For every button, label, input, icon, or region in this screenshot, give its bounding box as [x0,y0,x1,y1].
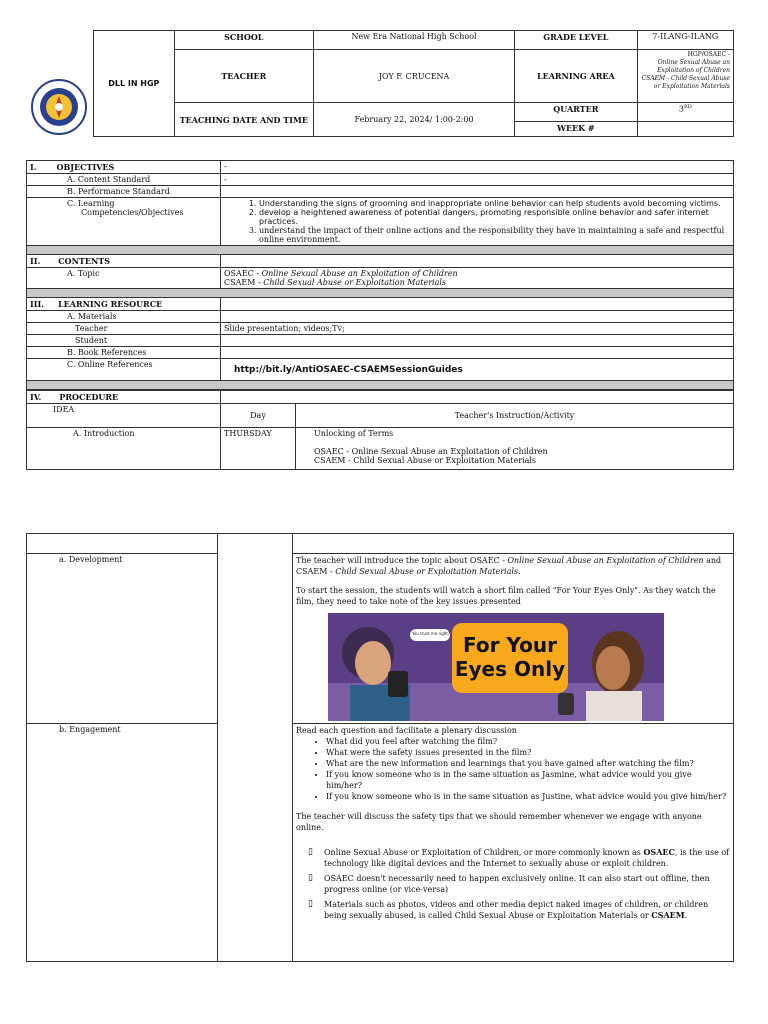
engagement-content: Read each question and facilitate a plenary discussion • What did you feel after watching the film? • What were the safety issues presented in the film? • What are the new information and learnings that you have gained after watching the film? • If you know someone who is in the same situation as Jasmine, what advice would you give him/her? • If you know someone who is in the same situation as Justine, what advice would you give him/her? The teacher will discuss the safety tips that we should remember whenever we engage with anyone online. ▯ Online Sexual Abuse or Exploitation of Children, or more commonly known as OSAEC, is the use of technology like digital devices and the Internet to sexually abuse or exploit children. ▯ OSAEC doesn't necessarily need to happen exclusively online. It can also start out offline, then progress online (or vice-versa) ▯ Materials such as photos, videos and other media depict naked images of children, or children being sexually abused, is called Child Sexual Abuse or Exploitation Materials or CSAEM. [293,724,734,962]
content-standard-value: - [221,174,734,186]
teacher-material-value: Slide presentation; videos;Tv; [221,323,734,335]
objectives-heading: I. OBJECTIVES [27,161,221,174]
resources-heading: III. LEARNING RESOURCE [27,298,221,311]
resources-value [221,298,734,311]
grade-value: 7-ILANG-ILANG [637,31,733,50]
header-table [93,30,734,137]
area-label: LEARNING AREA [515,50,638,103]
film-bubble: You trust me right? [412,631,450,636]
question-item: • If you know someone who is in the same situation as Justine, what advice would you give him/her? [326,791,730,802]
engagement-label: b. Engagement [27,724,218,962]
book-references-label: B. Book References [27,347,221,359]
idea-label: IDEA [27,404,221,428]
school-value: New Era National High School [313,31,514,50]
blank-cell [27,534,218,554]
area-value: HGP/OSAEC - Online Sexual Abuse an Exploitation of Children CSAEM - Child Sexual Abuse or Exploitation Materials [637,50,733,103]
content-standard-label: A. Content Standard [27,174,221,186]
safety-tip: ▯ Materials such as photos, videos and other media depict naked images of children, or children being sexually abused, is called Child Sexual Abuse or Exploitation Materials or CSAEM. [324,899,730,921]
section-divider [27,246,734,255]
film-poster [328,613,664,721]
week-label: WEEK # [515,122,638,137]
date-label: TEACHING DATE AND TIME [174,103,313,137]
contents-value [221,255,734,268]
performance-standard-label: B. Performance Standard [27,186,221,198]
quarter-label: QUARTER [515,103,638,122]
section-divider [27,381,734,390]
introduction-day: THURSDAY [221,428,296,470]
teacher-value: JOY F. CRUCENA [313,50,514,103]
topic-value: OSAEC - Online Sexual Abuse an Exploitation of Children CSAEM - Child Sexual Abuse or Exploitation Materials [221,268,734,289]
quarter-value: 3RD [637,103,733,122]
introduction-content: Unlocking of Terms OSAEC - Online Sexual Abuse an Exploitation of Children CSAEM - Child Sexual Abuse or Exploitation Materials [296,428,734,470]
question-item: • What were the safety issues presented in the film? [326,747,730,758]
online-references-label: C. Online References [27,359,221,381]
instruction-header: Teacher's Instruction/Activity [296,404,734,428]
objective-item: 3. understand the impact of their online actions and the responsibility they have in maintaining a safe and respectful online environment. [259,226,730,244]
book-references-value [221,347,734,359]
competencies-label: C. Learning Competencies/Objectives [27,198,221,246]
procedure-value [221,391,734,404]
development-label: a. Development [27,554,218,724]
deped-seal [30,78,88,136]
tips-intro: The teacher will discuss the safety tips that we should remember whenever we engage with anyone online. [296,812,702,832]
school-label: SCHOOL [174,31,313,50]
day-header: Day [221,404,296,428]
section-divider [27,289,734,298]
teacher-material-label: Teacher [27,323,221,335]
grade-label: GRADE LEVEL [515,31,638,50]
introduction-label: A. Introduction [27,428,221,470]
day-cell [218,534,293,962]
online-references-value [221,359,734,381]
materials-label: A. Materials [27,311,221,323]
date-value: February 22, 2024/ 1:00-2:00 [313,103,514,137]
safety-tip: ▯ Online Sexual Abuse or Exploitation of Children, or more commonly known as OSAEC, is the use of technology like digital devices and the Internet to sexually abuse or exploit children. [324,847,730,869]
performance-standard-value [221,186,734,198]
student-material-label: Student [27,335,221,347]
objective-item: 2. develop a heightened awareness of potential dangers, promoting responsible online behavior and safer internet practices. [259,208,730,226]
objectives-dash: - [221,161,734,174]
dll-label: DLL IN HGP [94,31,175,137]
objective-item: 1. Understanding the signs of grooming and inappropriate online behavior can help students avoid becoming victims. [259,199,730,208]
contents-heading: II. CONTENTS [27,255,221,268]
film-title: For Your Eyes Only [452,623,568,693]
question-item: • What did you feel after watching the film? [326,736,730,747]
development-content: The teacher will introduce the topic about OSAEC - Online Sexual Abuse an Exploitation of Children and CSAEM - Child Sexual Abuse or Exploitation Materials. To start the session, the students will watch a short film called "For Your Eyes Only". As they watch the film, they need to take note of the key issues presented You trust me right? For Your Eyes Only [293,554,734,724]
materials-value [221,311,734,323]
online-reference-link[interactable]: http://bit.ly/AntiOSAEC-CSAEMSessionGuides [234,364,463,375]
procedure-heading: IV. PROCEDURE [27,391,221,404]
objectives-list [221,198,734,246]
week-value [637,122,733,137]
safety-tip: ▯ OSAEC doesn't necessarily need to happen exclusively online. It can also start out offline, then progress online (or vice-versa) [324,873,730,895]
question-item: • If you know someone who is in the same situation as Jasmine, what advice would you give him/her? [326,769,730,791]
student-material-value [221,335,734,347]
procedure-table [26,390,734,470]
teacher-label: TEACHER [174,50,313,103]
blank-cell [293,534,734,554]
lesson-table [26,160,734,390]
question-item: • What are the new information and learnings that you have gained after watching the film? [326,758,730,769]
activity-table [26,533,734,962]
topic-label: A. Topic [27,268,221,289]
